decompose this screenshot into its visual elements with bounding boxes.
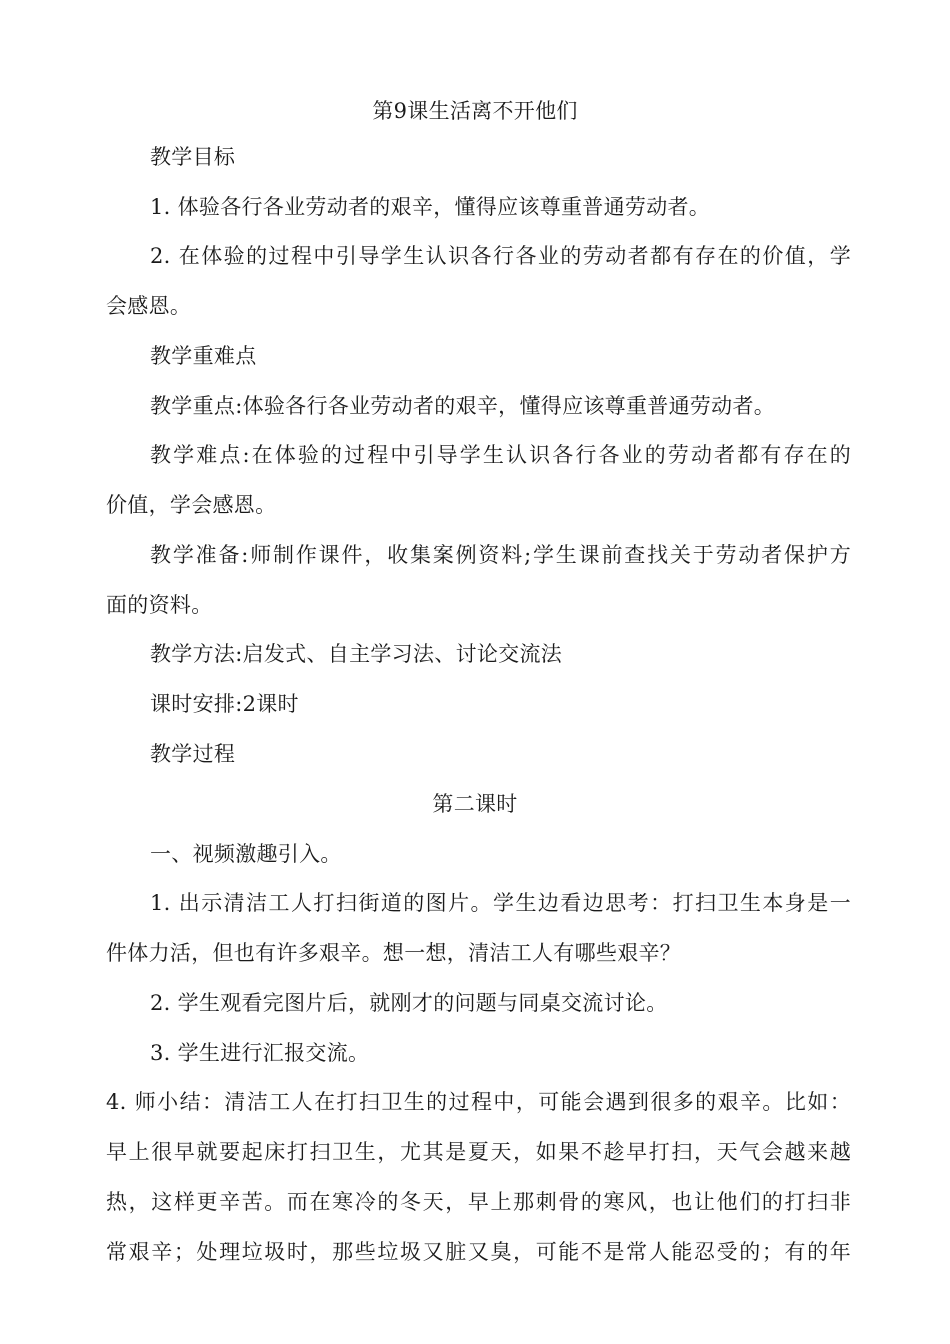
key-point: 教学重点:体验各行各业劳动者的艰辛，懂得应该尊重普通劳动者。	[150, 394, 776, 418]
step-4-line-4: 常艰辛；处理垃圾时，那些垃圾又脏又臭，可能不是常人能忍受的；有的年	[106, 1240, 851, 1264]
step-4-line-3: 热，这样更辛苦。而在寒冷的冬天，早上那刺骨的寒风，也让他们的打扫非	[106, 1190, 851, 1214]
objectives-heading: 教学目标	[150, 145, 236, 169]
key-points-heading: 教学重难点	[150, 344, 257, 368]
difficulty-line-2: 价值，学会感恩。	[106, 493, 277, 517]
step-4-line-1: 4. 师小结：清洁工人在打扫卫生的过程中，可能会遇到很多的艰辛。比如：	[106, 1090, 851, 1114]
objective-2-line-1: 2. 在体验的过程中引导学生认识各行各业的劳动者都有存在的价值，学	[150, 244, 851, 268]
process-heading: 教学过程	[150, 742, 236, 766]
objective-2-line-2: 会感恩。	[106, 294, 192, 318]
schedule: 课时安排:2课时	[150, 692, 299, 716]
step-2: 2. 学生观看完图片后，就刚才的问题与同桌交流讨论。	[150, 991, 668, 1015]
preparation-line-1: 教学准备:师制作课件，收集案例资料;学生课前查找关于劳动者保护方	[150, 543, 851, 567]
step-1-line-1: 1. 出示清洁工人打扫街道的图片。学生边看边思考：打扫卫生本身是一	[150, 891, 851, 915]
page-title: 第9课生活离不开他们	[372, 99, 578, 123]
section-1-heading: 一、视频激趣引入。	[150, 842, 342, 866]
step-4-line-2: 早上很早就要起床打扫卫生，尤其是夏天，如果不趁早打扫，天气会越来越	[106, 1140, 851, 1164]
difficulty-line-1: 教学难点:在体验的过程中引导学生认识各行各业的劳动者都有存在的	[150, 443, 851, 467]
objective-1: 1. 体验各行各业劳动者的艰辛，懂得应该尊重普通劳动者。	[150, 195, 711, 219]
step-3: 3. 学生进行汇报交流。	[150, 1041, 370, 1065]
preparation-line-2: 面的资料。	[106, 593, 213, 617]
lesson-title: 第二课时	[432, 792, 518, 816]
step-1-line-2: 件体力活，但也有许多艰辛。想一想，清洁工人有哪些艰辛？	[106, 941, 682, 965]
teaching-method: 教学方法:启发式、自主学习法、讨论交流法	[150, 642, 563, 666]
